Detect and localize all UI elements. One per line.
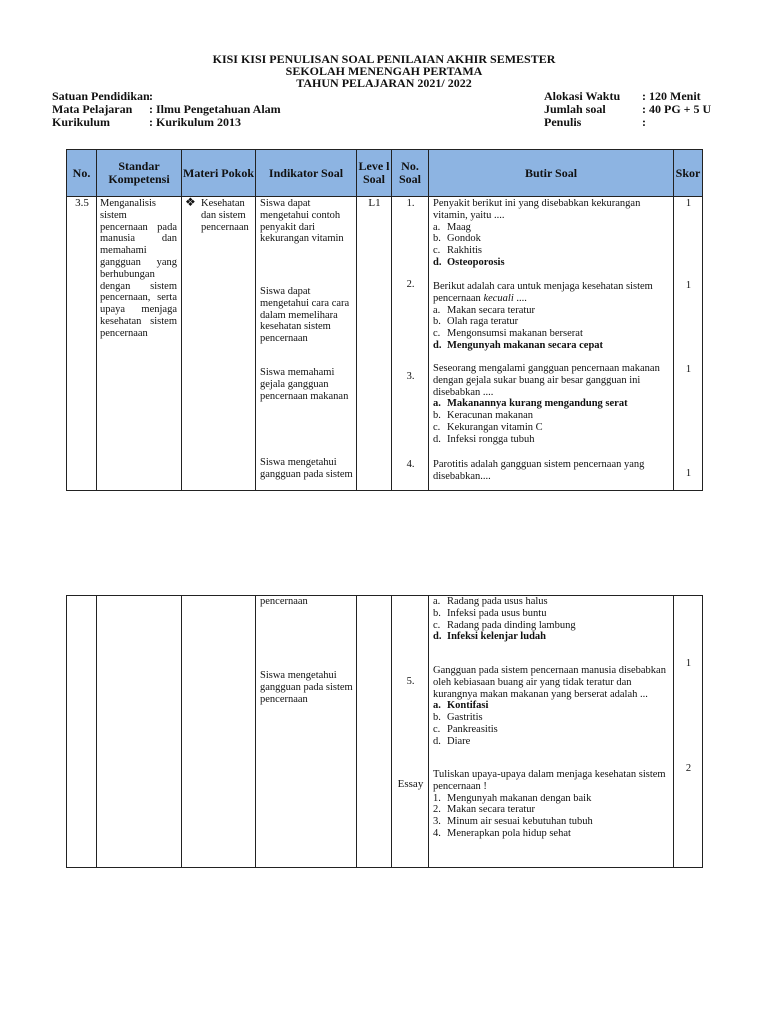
question-2-option-c: c. Mengonsumsi makanan berserat xyxy=(433,328,583,340)
meta-mapel-label: Mata Pelajaran xyxy=(52,102,133,116)
indikator-3: Siswa memahami gejala gangguan pencernaan makanan xyxy=(260,367,349,402)
question-1-option-c: c. Rakhitis xyxy=(433,245,483,257)
skor-essay: 2 xyxy=(685,763,692,774)
essay-answer-1: 1. Mengunyah makanan dengan baik xyxy=(433,792,592,804)
essay-question xyxy=(433,769,671,840)
diamond-bullet-icon: ❖ xyxy=(185,195,196,209)
no-soal-essay: Essay xyxy=(397,778,424,790)
kd-number: 3.5 xyxy=(75,197,89,209)
skor-1: 1 xyxy=(685,198,692,209)
question-5 xyxy=(433,665,671,748)
question-3-option-c: c. Kekurangan vitamin C xyxy=(433,421,543,433)
kisi-table-page-2 xyxy=(66,595,703,868)
meta-alokasi-value: : 120 Menit xyxy=(642,89,701,103)
header-standar-kompetensi: Standar Kompetensi xyxy=(97,150,182,197)
question-4 xyxy=(433,459,671,483)
question-3-option-a: a. Makanannya kurang mengandung serat xyxy=(433,398,628,410)
meta-kurikulum-value: : Kurikulum 2013 xyxy=(149,115,242,129)
question-5-option-c: c. Pankreasitis xyxy=(433,723,498,735)
table-row xyxy=(67,197,703,491)
essay-answer-2: 2. Makan secara teratur xyxy=(433,804,536,816)
indikator-1: Siswa dapat mengetahui contoh penyakit dari kekurangan vitamin xyxy=(260,198,344,245)
essay-answer-3: 3. Minum air sesuai kebutuhan tubuh xyxy=(433,816,593,828)
question-5-option-b: b. Gastritis xyxy=(433,712,483,724)
question-3-option-d: d. Infeksi rongga tubuh xyxy=(433,433,535,445)
question-4-options xyxy=(433,596,671,643)
meta-penulis-label: Penulis xyxy=(544,115,582,129)
table-header-row xyxy=(67,150,703,197)
meta-penulis-value: : xyxy=(642,115,646,129)
header-indikator: Indikator Soal xyxy=(256,150,357,197)
doc-title-line-2: SEKOLAH MENENGAH PERTAMA xyxy=(285,64,483,78)
skor-4: 1 xyxy=(685,468,692,479)
question-4-option-a: a. Radang pada usus halus xyxy=(433,596,548,607)
no-soal-2: 2. xyxy=(406,279,415,290)
header-butir-soal: Butir Soal xyxy=(429,150,674,197)
indikator-5: Siswa mengetahui gangguan pada sistem pencernaan xyxy=(260,670,353,705)
question-2-option-b: b. Olah raga teratur xyxy=(433,316,519,328)
meta-mapel-value: : Ilmu Pengetahuan Alam xyxy=(149,102,281,116)
meta-jumlah-value: : 40 PG + 5 U xyxy=(642,102,712,116)
question-2-option-d: d. Mengunyah makanan secara cepat xyxy=(433,339,604,351)
header-skor: Skor xyxy=(674,150,703,197)
no-soal-3: 3. xyxy=(406,371,415,382)
question-5-option-a: a. Kontifasi xyxy=(433,700,489,712)
question-4-text: Parotitis adalah gangguan sistem pencernaan yang disebabkan.... xyxy=(433,459,645,482)
materi-pokok-text: Kesehatan dan sistem pencernaan xyxy=(201,198,249,233)
header-no: No. xyxy=(67,150,97,197)
question-3 xyxy=(433,363,671,446)
no-soal-1: 1. xyxy=(406,198,415,209)
question-1-option-a: a. Maag xyxy=(433,221,471,233)
meta-alokasi-label: Alokasi Waktu xyxy=(544,89,621,103)
no-soal-5: 5. xyxy=(406,676,415,687)
skor-3: 1 xyxy=(685,364,692,375)
question-1 xyxy=(433,198,671,269)
indikator-4-continued: pencernaan xyxy=(260,596,308,607)
question-5-text: Gangguan pada sistem pencernaan manusia disebabkan oleh kebiasaan buang air yang tidak teratur dan kurangnya makan makanan yang berserat adalah ... xyxy=(433,665,666,700)
meta-jumlah-label: Jumlah soal xyxy=(544,102,606,116)
question-2-text: Berikut adalah cara untuk menjaga kesehatan sistem pencernaan kecuali .... xyxy=(433,281,653,304)
essay-answer-4: 4. Menerapkan pola hidup sehat xyxy=(433,827,571,839)
meta-satuan-value: : xyxy=(149,89,153,103)
kisi-table-page-1 xyxy=(66,149,703,491)
header-no-soal: No. Soal xyxy=(392,150,429,197)
question-1-text: Penyakit berikut ini yang disebabkan kekurangan vitamin, yaitu .... xyxy=(433,198,641,221)
meta-kurikulum-label: Kurikulum xyxy=(52,115,111,129)
essay-question-text: Tuliskan upaya-upaya dalam menjaga kesehatan sistem pencernaan ! xyxy=(433,769,666,792)
question-3-option-b: b. Keracunan makanan xyxy=(433,410,533,422)
no-soal-4: 4. xyxy=(406,459,415,470)
question-2-option-a: a. Makan secara teratur xyxy=(433,304,536,316)
question-2 xyxy=(433,281,671,352)
table-row xyxy=(67,596,703,868)
question-1-option-d: d. Osteoporosis xyxy=(433,256,505,268)
kompetensi-text: Menganalisis sistem pencernaan pada manusia dan memahami gangguan yang berhubungan dengan sistem pencernaan, serta upaya menjaga kesehatan sistem pencernaan xyxy=(100,198,177,339)
indikator-4: Siswa mengetahui gangguan pada sistem xyxy=(260,457,353,480)
doc-title-line-1: KISI KISI PENULISAN SOAL PENILAIAN AKHIR SEMESTER xyxy=(212,52,556,66)
indikator-2: Siswa dapat mengetahui cara cara dalam memelihara kesehatan sistem pencernaan xyxy=(260,286,350,345)
level-soal: L1 xyxy=(368,197,381,209)
question-3-text: Seseorang mengalami gangguan pencernaan makanan dengan gejala sukar buang air besar gangguan ini disebabkan .... xyxy=(433,363,660,398)
doc-title-line-3: TAHUN PELAJARAN 2021/ 2022 xyxy=(296,76,472,90)
skor-5: 1 xyxy=(685,658,692,669)
header-level: Leve l Soal xyxy=(357,150,392,197)
question-4-option-b: b. Infeksi pada usus buntu xyxy=(433,607,547,619)
question-5-option-d: d. Diare xyxy=(433,735,471,747)
header-materi-pokok: Materi Pokok xyxy=(182,150,256,197)
skor-2: 1 xyxy=(685,280,692,291)
question-4-option-c: c. Radang pada dinding lambung xyxy=(433,619,576,631)
question-1-option-b: b. Gondok xyxy=(433,233,481,245)
question-4-option-d: d. Infeksi kelenjar ludah xyxy=(433,631,546,643)
meta-satuan-label: Satuan Pendidikan xyxy=(52,89,150,103)
